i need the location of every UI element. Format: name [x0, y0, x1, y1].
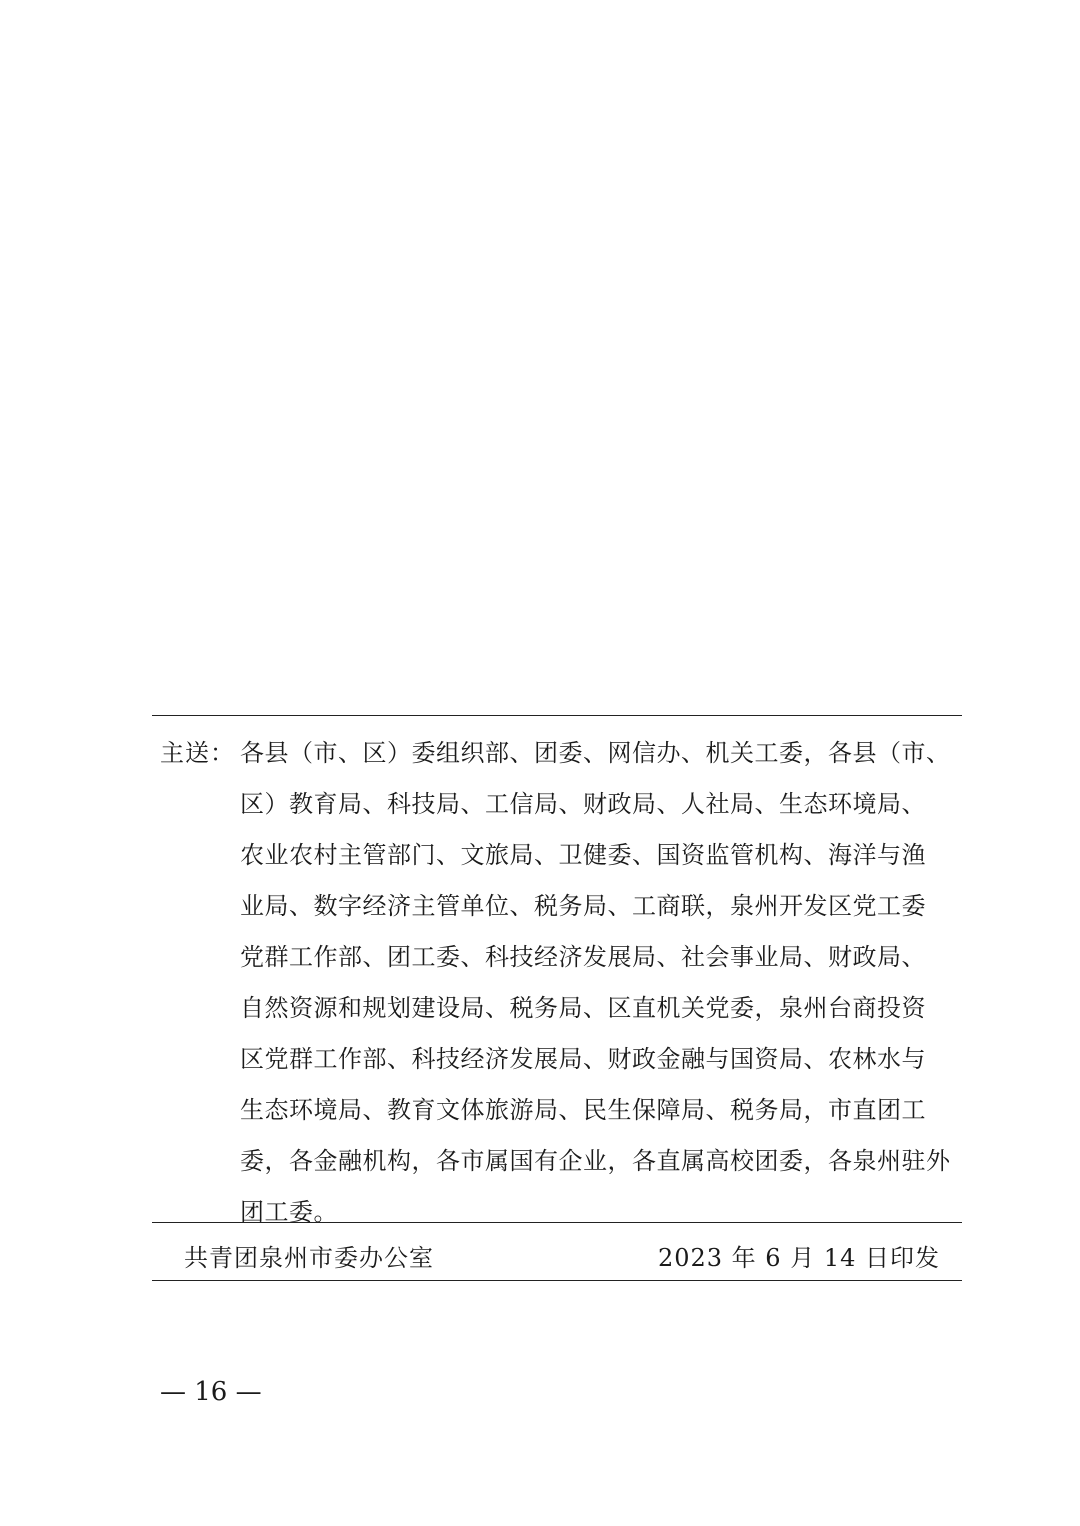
page-number: — 16 — [160, 1377, 262, 1407]
recipients-line: 区）教育局、科技局、工信局、财政局、人社局、生态环境局、 [240, 790, 926, 818]
top-divider [152, 715, 962, 716]
recipients-line: 团工委。 [240, 1198, 338, 1226]
issue-date: 2023 年 6 月 14 日印发 [657, 1244, 940, 1272]
recipients-line: 党群工作部、团工委、科技经济发展局、社会事业局、财政局、 [240, 943, 926, 971]
recipients-line: 自然资源和规划建设局、税务局、区直机关党委，泉州台商投资 [240, 994, 926, 1022]
recipients-label: 主送： [160, 739, 235, 767]
recipients-line: 委，各金融机构，各市属国有企业，各直属高校团委，各泉州驻外 [240, 1147, 951, 1175]
recipients-list [240, 728, 960, 1238]
recipients-line: 各县（市、区）委组织部、团委、网信办、机关工委，各县（市、 [240, 739, 951, 767]
recipients-line: 农业农村主管部门、文旅局、卫健委、国资监管机构、海洋与渔 [240, 841, 926, 869]
middle-divider [152, 1222, 962, 1223]
recipients-line: 区党群工作部、科技经济发展局、财政金融与国资局、农林水与 [240, 1045, 926, 1073]
bottom-divider [152, 1280, 962, 1281]
issuing-office: 共青团泉州市委办公室 [184, 1244, 434, 1272]
recipients-line: 业局、数字经济主管单位、税务局、工商联，泉州开发区党工委 [240, 892, 926, 920]
recipients-line: 生态环境局、教育文体旅游局、民生保障局、税务局，市直团工 [240, 1096, 926, 1124]
